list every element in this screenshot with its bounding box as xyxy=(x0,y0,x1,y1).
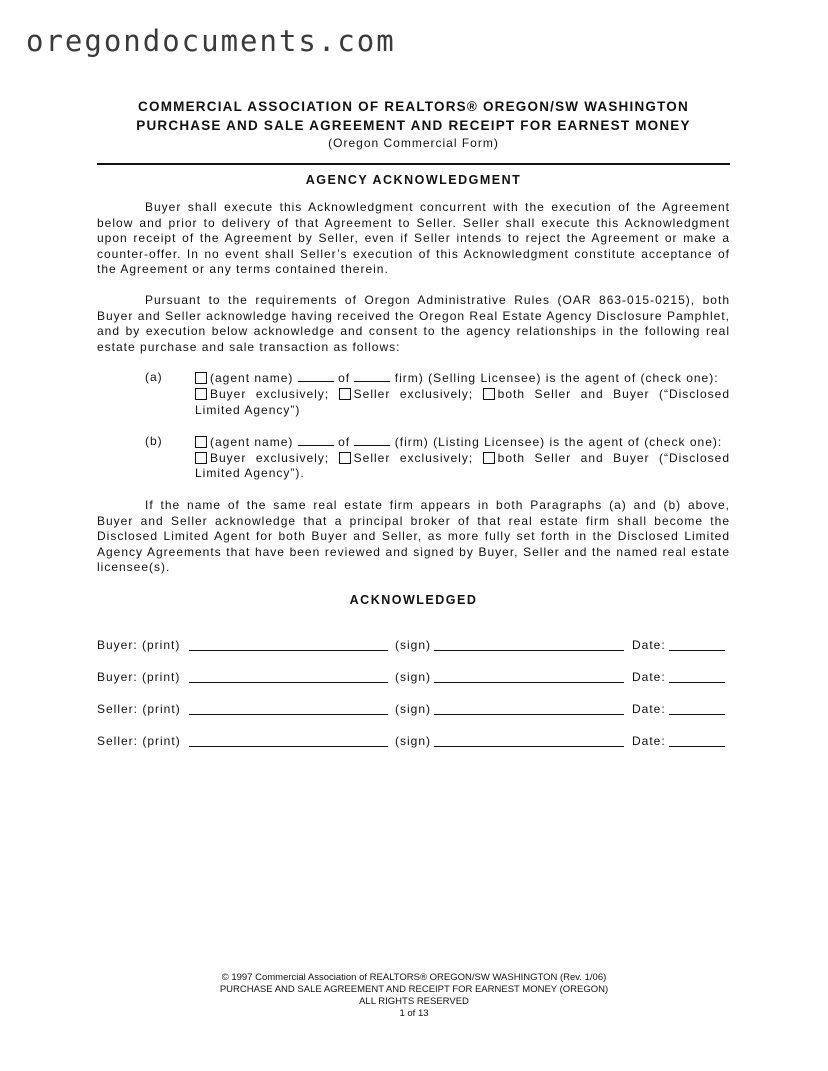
print-label: Seller: (print) xyxy=(97,733,181,748)
document-page xyxy=(97,97,730,766)
both-checkbox-b[interactable] xyxy=(483,452,495,464)
seller-exclusively-label-a: Seller exclusively; xyxy=(353,386,474,401)
sign-label: (sign) xyxy=(395,637,432,652)
footer-copyright: © 1997 Commercial Association of REALTORS® OREGON/SW WASHINGTON (Rev. 1/06) xyxy=(221,972,607,983)
of-label-a: of xyxy=(338,371,351,386)
agent-name-checkbox-b[interactable] xyxy=(195,436,207,448)
page-footer xyxy=(0,972,828,1020)
sign-label: (sign) xyxy=(395,669,432,684)
form-title-line1: COMMERCIAL ASSOCIATION OF REALTORS® OREGON/SW WASHINGTON xyxy=(138,99,689,114)
sign-field[interactable] xyxy=(434,714,624,715)
signature-row xyxy=(97,638,730,670)
form-title-line2: PURCHASE AND SALE AGREEMENT AND RECEIPT FOR EARNEST MONEY xyxy=(136,118,691,133)
section-title: AGENCY ACKNOWLEDGMENT xyxy=(305,173,522,187)
buyer-exclusively-checkbox-b[interactable] xyxy=(195,452,207,464)
signature-block xyxy=(97,638,730,766)
both-label-a: both Seller and Buyer (“Disclosed Limited Agency”) xyxy=(195,386,730,417)
sign-label: (sign) xyxy=(395,701,432,716)
paragraph-pursuant: Pursuant to the requirements of Oregon Administrative Rules (OAR 863-015-0215), both Buyer and Seller acknowledge having received the Oregon Real Estate Agency Disclosure Pamphlet, and by execution below acknowledge and consent to the agency relationships in the following real estate purchase and sale transaction as follows: xyxy=(97,292,730,354)
item-a xyxy=(97,370,730,418)
seller-exclusively-checkbox-b[interactable] xyxy=(339,452,351,464)
date-field[interactable] xyxy=(669,682,725,683)
sign-field[interactable] xyxy=(434,682,624,683)
print-label: Buyer: (print) xyxy=(97,637,181,652)
signature-row xyxy=(97,734,730,766)
firm-text-b: (firm) (Listing Licensee) is the agent of (check one): xyxy=(394,435,723,450)
both-label-b: both Seller and Buyer (“Disclosed Limited Agency”). xyxy=(195,450,730,481)
date-field[interactable] xyxy=(669,650,725,651)
agent-name-blank-b[interactable] xyxy=(298,434,334,446)
date-label: Date: xyxy=(632,701,666,716)
item-a-label: (a) xyxy=(145,370,163,385)
date-label: Date: xyxy=(632,669,666,684)
paragraph-instructions: Buyer shall execute this Acknowledgment concurrent with the execution of the Agreement below and prior to delivery of that Agreement to Seller. Seller shall execute this Acknowledgment upon receipt of the Agreement by Seller, even if Seller intends to reject the Agreement or make a counter-offer. In no event shall Seller’s execution of this Acknowledgment constitute acceptance of the Agreement or any terms contained therein. xyxy=(97,200,730,277)
both-checkbox-a[interactable] xyxy=(483,388,495,400)
item-b-text xyxy=(195,434,730,482)
of-label-b: of xyxy=(338,435,351,450)
firm-text-a: firm) (Selling Licensee) is the agent of (check one): xyxy=(394,371,719,386)
agent-name-blank-a[interactable] xyxy=(298,370,334,382)
item-b xyxy=(97,434,730,482)
footer-form-name: PURCHASE AND SALE AGREEMENT AND RECEIPT FOR EARNEST MONEY (OREGON) xyxy=(219,984,609,995)
seller-exclusively-label-b: Seller exclusively; xyxy=(353,450,474,465)
item-b-label: (b) xyxy=(145,434,163,449)
agent-name-label-a: (agent name) xyxy=(210,371,294,386)
sign-field[interactable] xyxy=(434,746,624,747)
print-field[interactable] xyxy=(189,746,388,747)
agent-name-checkbox-a[interactable] xyxy=(195,372,207,384)
seller-exclusively-checkbox-a[interactable] xyxy=(339,388,351,400)
signature-row xyxy=(97,702,730,734)
date-field[interactable] xyxy=(669,714,725,715)
firm-blank-a[interactable] xyxy=(354,370,390,382)
page-number: 1 of 13 xyxy=(399,1008,429,1019)
agent-name-label-b: (agent name) xyxy=(210,435,294,450)
footer-rights: ALL RIGHTS RESERVED xyxy=(359,996,469,1007)
signature-row xyxy=(97,670,730,702)
acknowledged-title: ACKNOWLEDGED xyxy=(349,592,478,607)
buyer-exclusively-label-b: Buyer exclusively; xyxy=(210,450,330,465)
watermark: oregondocuments.com xyxy=(26,24,396,58)
date-label: Date: xyxy=(632,637,666,652)
sign-field[interactable] xyxy=(434,650,624,651)
print-field[interactable] xyxy=(189,682,388,683)
header-divider xyxy=(97,163,730,165)
item-a-text xyxy=(195,370,730,418)
buyer-exclusively-label-a: Buyer exclusively; xyxy=(210,386,330,401)
firm-blank-b[interactable] xyxy=(354,434,390,446)
date-label: Date: xyxy=(632,733,666,748)
form-subtitle: (Oregon Commercial Form) xyxy=(328,136,499,150)
buyer-exclusively-checkbox-a[interactable] xyxy=(195,388,207,400)
date-field[interactable] xyxy=(669,746,725,747)
paragraph-same-firm: If the name of the same real estate firm appears in both Paragraphs (a) and (b) above, Buyer and Seller acknowledge that a principal broker of that real estate firm shall become the Disclosed Limited Agent for both Buyer and Seller, as more fully set forth in the Disclosed Limited Agency Agreements that have been reviewed and signed by Buyer, Seller and the named real estate licensee(s). xyxy=(97,497,730,575)
print-label: Seller: (print) xyxy=(97,701,181,716)
sign-label: (sign) xyxy=(395,733,432,748)
print-field[interactable] xyxy=(189,714,388,715)
print-field[interactable] xyxy=(189,650,388,651)
print-label: Buyer: (print) xyxy=(97,669,181,684)
